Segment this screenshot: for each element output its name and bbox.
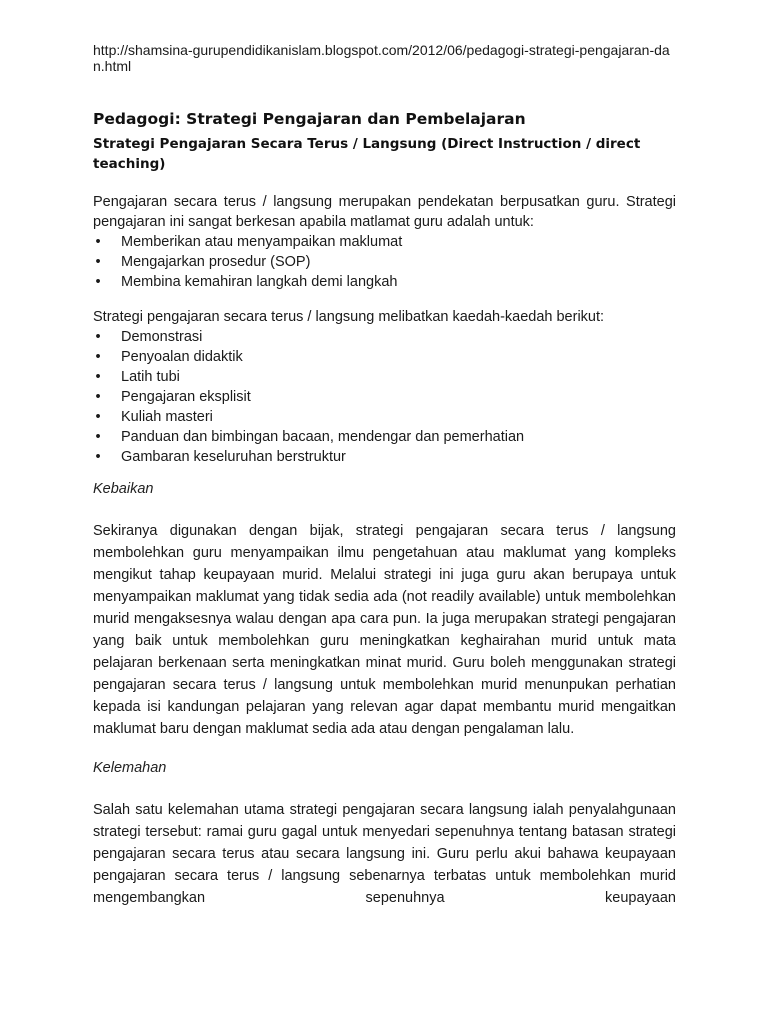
bullet-icon: • xyxy=(95,449,101,465)
list-item xyxy=(93,347,676,367)
list-item xyxy=(93,427,676,447)
section-heading-kelemahan: Kelemahan xyxy=(93,760,167,776)
list-item-text: Pengajaran eksplisit xyxy=(121,389,251,405)
list-item-text: Membina kemahiran langkah demi langkah xyxy=(121,274,398,290)
bullet-icon: • xyxy=(95,329,101,345)
bullet-icon: • xyxy=(95,409,101,425)
intro-bullet-list xyxy=(93,232,676,292)
page-subtitle: Strategi Pengajaran Secara Terus / Langsung (Direct Instruction / direct teaching) xyxy=(93,136,641,172)
list-item xyxy=(93,232,676,252)
bullet-icon: • xyxy=(95,254,101,270)
list-item xyxy=(93,327,676,347)
page-title: Pedagogi: Strategi Pengajaran dan Pembelajaran xyxy=(93,110,526,128)
list-item-text: Penyoalan didaktik xyxy=(121,349,243,365)
list-item-text: Mengajarkan prosedur (SOP) xyxy=(121,254,311,270)
bullet-icon: • xyxy=(95,349,101,365)
bullet-icon: • xyxy=(95,389,101,405)
list-item-text: Demonstrasi xyxy=(121,329,203,345)
list-item-text: Gambaran keseluruhan berstruktur xyxy=(121,449,346,465)
intro-paragraph: Pengajaran secara terus / langsung merupakan pendekatan berpusatkan guru. Strategi pengajaran ini sangat berkesan apabila matlamat guru adalah untuk: xyxy=(93,194,676,230)
bullet-icon: • xyxy=(95,369,101,385)
bullet-icon: • xyxy=(95,274,101,290)
source-url: http://shamsina-gurupendidikanislam.blogspot.com/2012/06/pedagogi-strategi-pengajaran-dan.html xyxy=(93,42,670,74)
bullet-icon: • xyxy=(95,234,101,250)
list-item xyxy=(93,272,676,292)
methods-bullet-list xyxy=(93,327,676,467)
list-item-text: Latih tubi xyxy=(121,369,180,385)
list-item-text: Memberikan atau menyampaikan maklumat xyxy=(121,234,403,250)
list-item xyxy=(93,407,676,427)
document-page xyxy=(93,42,676,909)
list-item xyxy=(93,447,676,467)
kelemahan-paragraph: Salah satu kelemahan utama strategi pengajaran secara langsung ialah penyalahgunaan strategi tersebut: ramai guru gagal untuk menyedari sepenuhnya tentang batasan strategi pengajaran secara terus atau secara langsung ini. Guru perlu akui bahawa keupayaan pengajaran secara terus / langsung sebenarnya terbatas untuk membolehkan murid mengembangkan sepenuhnya keupayaan xyxy=(93,802,676,906)
list-item-text: Kuliah masteri xyxy=(121,409,213,425)
list-item xyxy=(93,387,676,407)
bullet-icon: • xyxy=(95,429,101,445)
list-item xyxy=(93,252,676,272)
list-item xyxy=(93,367,676,387)
section-heading-kebaikan: Kebaikan xyxy=(93,481,154,497)
kebaikan-paragraph: Sekiranya digunakan dengan bijak, strategi pengajaran secara terus / langsung membolehkan guru menyampaikan ilmu pengetahuan atau maklumat yang kompleks mengikut tahap keupayaan murid. Melalui strategi ini juga guru akan berupaya untuk menyampaikan maklumat yang tidak sedia ada (not readily available) untuk membolehkan murid mengaksesnya walau dengan apa cara pun. Ia juga merupakan strategi pengajaran yang baik untuk membolehkan guru meningkatkan keghairahan murid untuk mata pelajaran berkenaan serta meningkatkan minat murid. Guru boleh menggunakan strategi pengajaran secara terus / langsung untuk membolehkan murid menunpukan perhatian kepada isi kandungan pelajaran yang relevan agar dapat membantu murid mengaitkan maklumat baru dengan maklumat sedia ada atau dengan pengalaman lalu. xyxy=(93,523,676,737)
methods-intro: Strategi pengajaran secara terus / langsung melibatkan kaedah-kaedah berikut: xyxy=(93,309,605,325)
list-item-text: Panduan dan bimbingan bacaan, mendengar dan pemerhatian xyxy=(121,429,525,445)
